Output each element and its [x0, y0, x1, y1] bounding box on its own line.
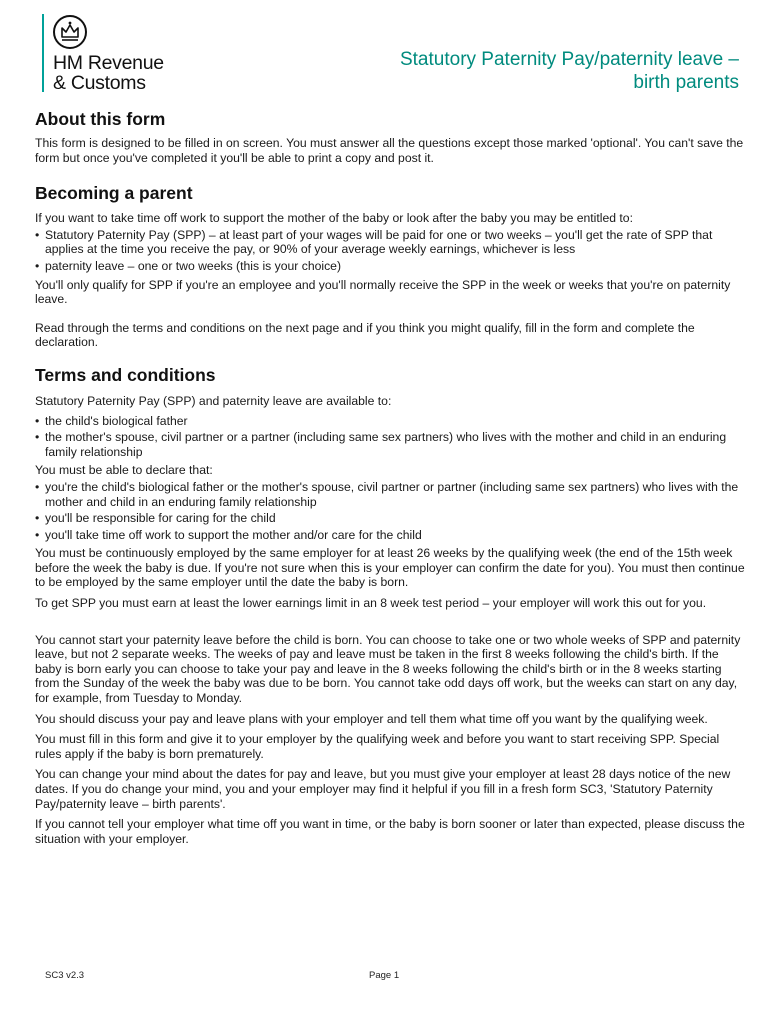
terms-section — [35, 364, 747, 846]
logo-line-1: HM Revenue — [53, 52, 164, 74]
cannot-tell-text: If you cannot tell your employer what time off you want in time, or the baby is born sooner or later than expected, please discuss the situation with your employer. — [35, 817, 745, 846]
form-code: SC3 v2.3 — [45, 970, 85, 981]
list-item: • paternity leave – one or two weeks (this is your choice) — [35, 259, 747, 274]
logo-rule — [42, 14, 44, 92]
list-item: • you'll be responsible for caring for the child — [35, 511, 747, 526]
entitlement-list — [35, 228, 747, 274]
becoming-heading: Becoming a parent — [35, 183, 193, 204]
document-title — [299, 48, 739, 94]
read-terms-text: Read through the terms and conditions on the next page and if you think you might qualify, fill in the form and complete the declaration. — [35, 320, 695, 350]
declare-intro: You must be able to declare that: — [35, 463, 213, 478]
about-heading: About this form — [35, 109, 166, 129]
form-content — [35, 108, 747, 846]
fill-form-text: You must fill in this form and give it to your employer by the qualifying week and before you want to start receiving SPP. Special rules apply if the baby is born prematurely. — [35, 732, 720, 761]
becoming-parent-section — [35, 182, 747, 350]
about-text: This form is designed to be filled in on screen. You must answer all the questions except those marked 'optional'. You can't save the form but once you've completed it you'll be able to print a copy and post it. — [35, 136, 744, 165]
document-title-line-2: birth parents — [633, 72, 739, 93]
becoming-intro: If you want to take time off work to support the mother of the baby or look after the baby you may be entitled to: — [35, 211, 633, 226]
declaration-list — [35, 480, 747, 542]
change-dates-text: You can change your mind about the dates for pay and leave, but you must give your employer at least 28 days notice of the new dates. If you do change your mind, you and your employer may find it helpful if you fill in a fresh form SC3, 'Statutory Paternity Pay/paternity leave – birth parents'. — [35, 767, 731, 811]
logo-line-2: & Customs — [53, 72, 146, 94]
terms-heading: Terms and conditions — [35, 364, 216, 385]
document-title-line-1: Statutory Paternity Pay/paternity leave – — [399, 49, 739, 70]
list-item: • the child's biological father — [35, 414, 747, 429]
logo-text — [53, 53, 164, 93]
leave-start-text: You cannot start your paternity leave before the child is born. You can choose to take one or two whole weeks of SPP and paternity leave, but not 2 separate weeks. The weeks of pay and leave must be taken in the first 8 weeks following the child's birth. If the baby is born early you can choose to take your pay and leave in the 8 weeks following the child's birth or in the 8 weeks starting from the Sunday of the week the baby was due to be born. You cannot take odd days off work, but the weeks can start on any day, for example, from Tuesday to Monday. — [35, 632, 741, 706]
royal-crest-icon — [52, 14, 88, 50]
about-section — [35, 108, 747, 165]
earnings-text: To get SPP you must earn at least the lower earnings limit in an 8 week test period – your employer will work this out for you. — [35, 596, 707, 611]
list-item: • the mother's spouse, civil partner or a partner (including same sex partners) who lives with the mother and child in an enduring family relationship — [35, 430, 747, 459]
available-intro: Statutory Paternity Pay (SPP) and paternity leave are available to: — [35, 393, 392, 408]
hmrc-logo — [42, 14, 182, 96]
discuss-text: You should discuss your pay and leave plans with your employer and tell them what time off you want by the qualifying week. — [35, 711, 708, 726]
list-item: • Statutory Paternity Pay (SPP) – at least part of your wages will be paid for one or two weeks – you'll get the rate of SPP that applies at the time you receive the pay, or 90% of your average weekly earnings, whichever is less — [35, 228, 747, 257]
employment-text: You must be continuously employed by the same employer for at least 26 weeks by the qualifying week (the end of the 15th week before the week the baby is due. If you're not sure when this is your employer can confirm the date for you). You must then continue to be employed by the same employer until the date the baby is born. — [35, 546, 745, 590]
eligible-list — [35, 414, 747, 460]
list-item: • you're the child's biological father or the mother's spouse, civil partner or partner (including same sex partners) who lives with the mother and child in an enduring family relationship — [35, 480, 747, 509]
page-number: Page 1 — [369, 970, 400, 981]
list-item: • you'll take time off work to support the mother and/or care for the child — [35, 528, 747, 543]
qualify-text: You'll only qualify for SPP if you're an employee and you'll normally receive the SPP in the week or weeks that you're on paternity leave. — [35, 277, 731, 307]
